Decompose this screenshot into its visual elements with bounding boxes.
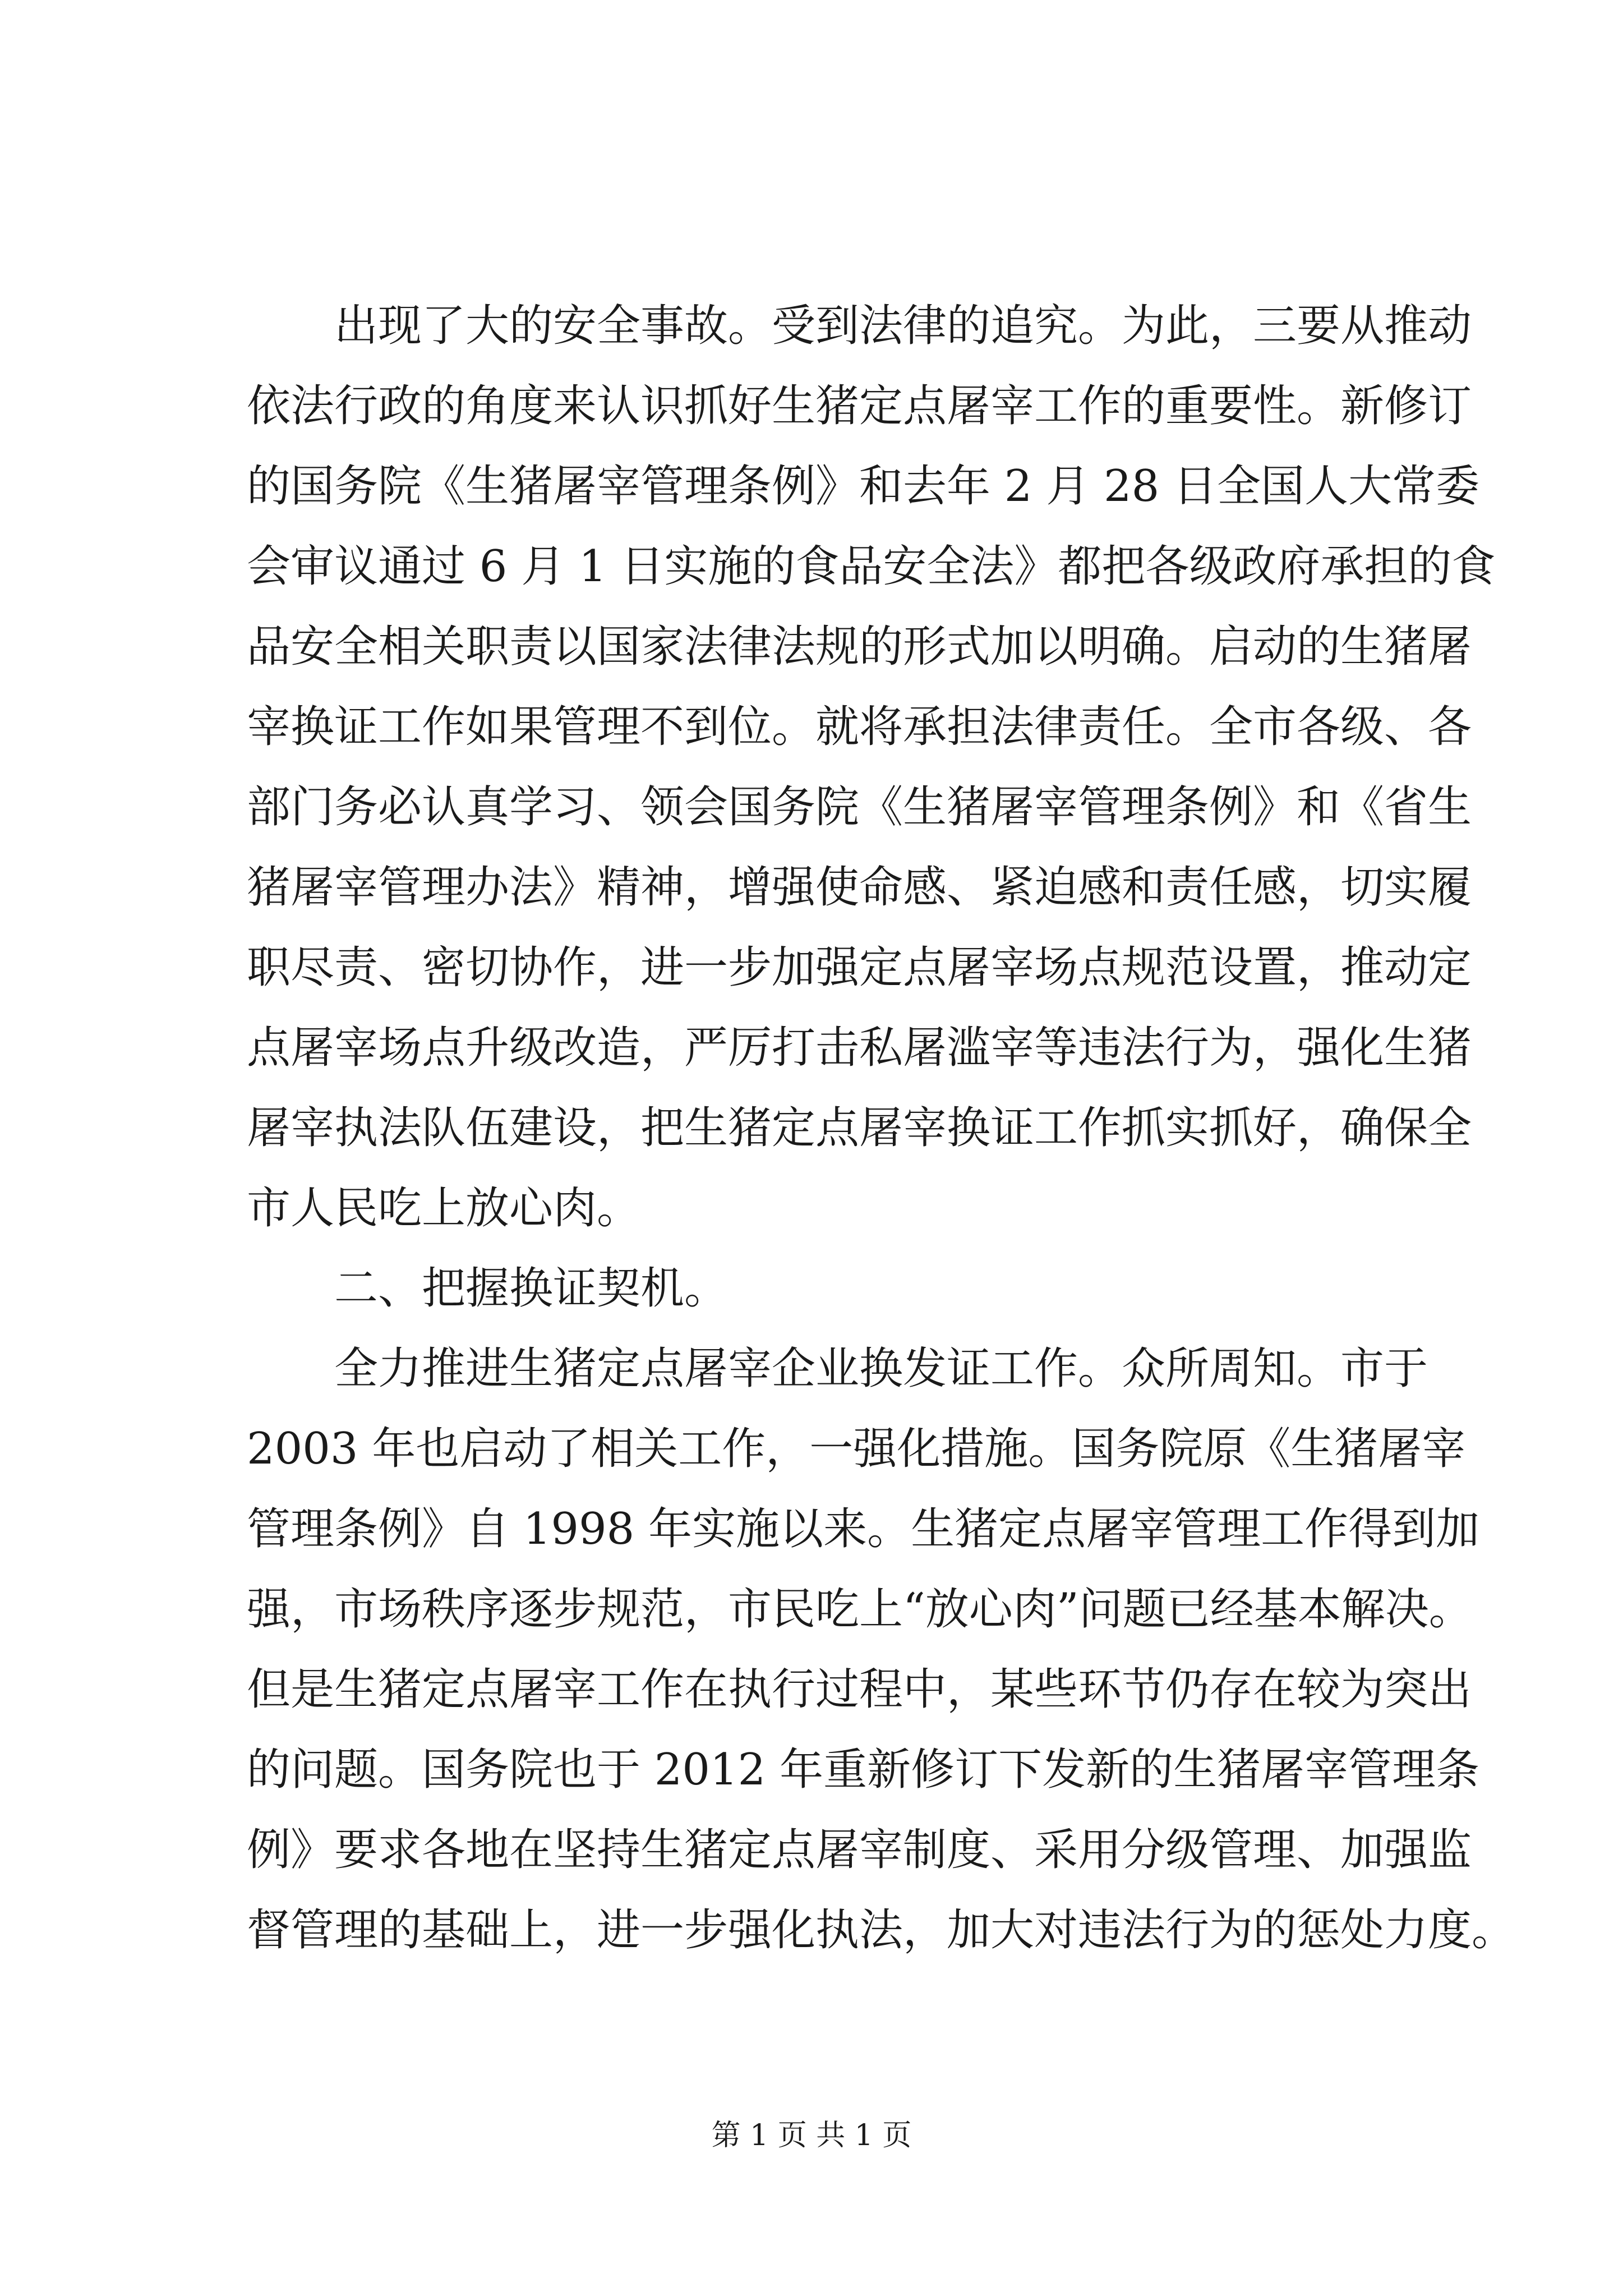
text-line: 强，市场秩序逐步规范，市民吃上“放心肉”问题已经基本解决。 bbox=[247, 1584, 1473, 1635]
text-line: 猪屠宰管理办法》精神，增强使命感、紧迫感和责任感，切实履 bbox=[247, 862, 1472, 913]
text-line: 例》要求各地在坚持生猪定点屠宰制度、采用分级管理、加强监 bbox=[247, 1825, 1472, 1875]
text-line: 2003 年也启动了相关工作，一强化措施。国务院原《生猪屠宰 bbox=[247, 1424, 1466, 1474]
text-line: 出现了大的安全事故。受到法律的追究。为此，三要从推动 bbox=[334, 301, 1472, 351]
text-line: 全力推进生猪定点屠宰企业换发证工作。众所周知。市于 bbox=[334, 1343, 1428, 1394]
text-line: 职尽责、密切协作，进一步加强定点屠宰场点规范设置，推动定 bbox=[247, 942, 1472, 993]
text-line: 但是生猪定点屠宰工作在执行过程中，某些环节仍存在较为突出 bbox=[247, 1664, 1472, 1715]
text-line: 市人民吃上放心肉。 bbox=[247, 1183, 641, 1234]
text-line: 会审议通过 6 月 1 日实施的食品安全法》都把各级政府承担的食 bbox=[247, 541, 1496, 592]
text-line: 管理条例》自 1998 年实施以来。生猪定点屠宰管理工作得到加 bbox=[247, 1504, 1480, 1554]
text-line: 点屠宰场点升级改造，严厉打击私屠滥宰等违法行为，强化生猪 bbox=[247, 1023, 1472, 1073]
text-line: 品安全相关职责以国家法律法规的形式加以明确。启动的生猪屠 bbox=[247, 622, 1472, 672]
section-heading: 二、把握换证契机。 bbox=[334, 1263, 728, 1314]
body-text bbox=[247, 286, 1516, 1971]
text-line: 部门务必认真学习、领会国务院《生猪屠宰管理条例》和《省生 bbox=[247, 782, 1472, 832]
text-line: 的国务院《生猪屠宰管理条例》和去年 2 月 28 日全国人大常委 bbox=[247, 461, 1480, 512]
text-line: 依法行政的角度来认识抓好生猪定点屠宰工作的重要性。新修订 bbox=[247, 381, 1472, 431]
text-line: 督管理的基础上，进一步强化执法，加大对违法行为的惩处力度。 bbox=[247, 1905, 1516, 1955]
text-line: 屠宰执法队伍建设，把生猪定点屠宰换证工作抓实抓好，确保全 bbox=[247, 1103, 1472, 1153]
text-line: 的问题。国务院也于 2012 年重新修订下发新的生猪屠宰管理条 bbox=[247, 1745, 1480, 1795]
page-number-footer: 第 1 页 共 1 页 bbox=[711, 2119, 912, 2152]
text-line: 宰换证工作如果管理不到位。就将承担法律责任。全市各级、各 bbox=[247, 702, 1472, 752]
